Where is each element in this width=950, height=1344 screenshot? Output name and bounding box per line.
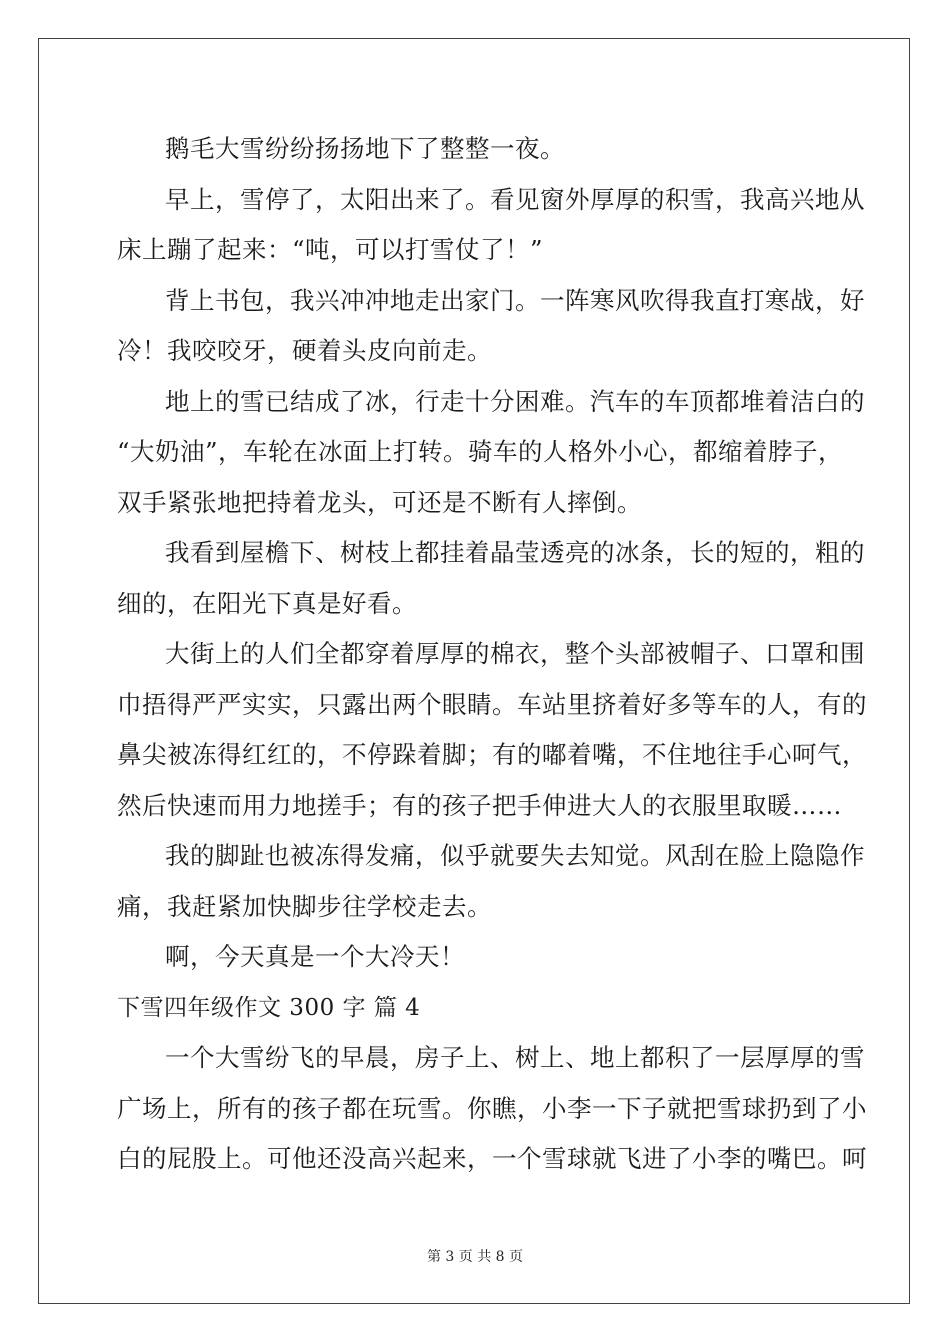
text-line: 鹅毛大雪纷纷扬扬地下了整整一夜。 (165, 134, 565, 163)
text-line: 啊，今天真是一个大冷天！ (165, 942, 465, 971)
text-line: 早上，雪停了，太阳出来了。看见窗外厚厚的积雪，我高兴地从 (165, 184, 865, 214)
text-line: 巾捂得严严实实，只露出两个眼睛。车站里挤着好多等车的人，有的 (117, 689, 867, 719)
text-line: 我看到屋檐下、树枝上都挂着晶莹透亮的冰条，长的短的，粗的 (165, 538, 865, 567)
text-line: 大街上的人们全都穿着厚厚的棉衣，整个头部被帽子、口罩和围 (165, 639, 865, 668)
text-line: 痛，我赶紧加快脚步往学校走去。 (117, 891, 492, 921)
text-line: 一个大雪纷飞的早晨，房子上、树上、地上都积了一层厚厚的雪 (165, 1043, 865, 1072)
text-line: 背上书包，我兴冲冲地走出家门。一阵寒风吹得我直打寒战，好 (165, 285, 865, 315)
text-line: 广场上，所有的孩子都在玩雪。你瞧，小李一下子就把雪球扔到了小 (117, 1093, 867, 1123)
section-heading: 下雪四年级作文 300 字 篇 4 (117, 994, 421, 1021)
text-line: 鼻尖被冻得红红的，不停跺着脚；有的嘟着嘴，不住地往手心呵气， (117, 740, 867, 769)
text-line: 地上的雪已结成了冰，行走十分困难。汽车的车顶都堆着洁白的 (165, 386, 865, 416)
text-line: 冷！我咬咬牙，硬着头皮向前走。 (117, 336, 492, 365)
text-line: 细的，在阳光下真是好看。 (117, 588, 417, 618)
document-body (117, 124, 867, 1185)
text-line: 白的屁股上。可他还没高兴起来，一个雪球就飞进了小李的嘴巴。呵 (117, 1144, 867, 1173)
text-line: 双手紧张地把持着龙头，可还是不断有人摔倒。 (117, 487, 642, 517)
text-line: 床上蹦了起来：“吨，可以打雪仗了！” (117, 235, 544, 264)
text-line: “大奶油”，车轮在冰面上打转。骑车的人格外小心，都缩着脖子， (117, 437, 844, 466)
page-footer: 第 3 页 共 8 页 (426, 1249, 524, 1265)
text-line: 然后快速而用力地搓手；有的孩子把手伸进大人的衣服里取暖…… (117, 790, 842, 820)
text-line: 我的脚趾也被冻得发痛，似乎就要失去知觉。风刮在脸上隐隐作 (165, 841, 865, 870)
